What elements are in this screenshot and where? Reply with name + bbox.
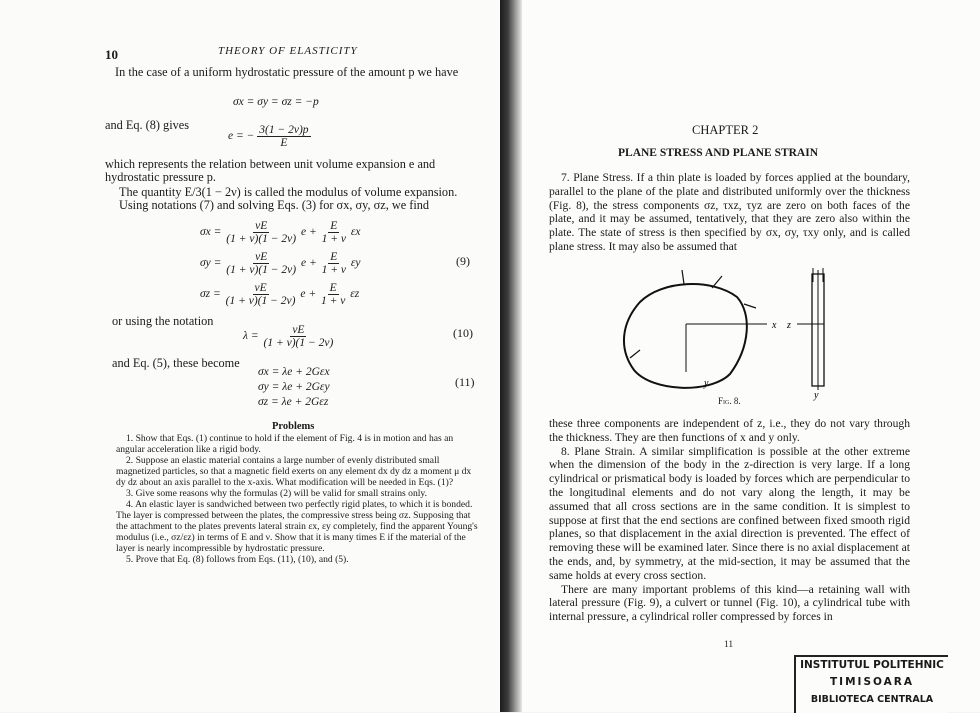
eq9-frac2-num: E: [329, 282, 337, 294]
eq11-line-y: σy = λe + 2Gεy: [258, 381, 330, 393]
modulus-text: The quantity E/3(1 − 2ν) is called the modulus of volume expansion.: [119, 185, 458, 199]
para-problems-kind: There are many important problems of this kind—a retaining wall with lateral pressure (Fig. 9), a culvert or tunnel (Fig. 10), a cylindrical tube with internal pressure, a cylindrical roller compressed by forces in: [549, 582, 910, 624]
eq8-fraction: [257, 124, 310, 149]
chapter-title: PLANE STRESS AND PLANE STRAIN: [618, 147, 819, 159]
chapter-number: CHAPTER 2: [692, 123, 759, 137]
eq9-eps-y: εy: [350, 257, 361, 270]
stamp-line-2: TIMISOARA: [830, 676, 914, 688]
para-plane-stress-text: 7. Plane Stress. If a thin plate is loaded by forces applied at the boundary, parallel to the plane of the plate and distributed uniformly over the thickness (Fig. 8), the stress components σz, τxz, τyz are zero on both faces of the plate, and it may be assumed, tentatively, that they are zero also within the plate. The state of stress is then specified by σx, σy, τxy only, and is called plane stress. It may also be assumed that: [549, 171, 910, 253]
eq9-frac2-den: 1 + ν: [321, 264, 346, 276]
fig-label-y-left: y: [704, 378, 709, 389]
page-number-left: 10: [105, 47, 118, 62]
eq8-denominator: E: [280, 137, 288, 149]
library-stamp: [794, 655, 948, 713]
notation-text: Using notations (7) and solving Eqs. (3) for σx, σy, σz, we find: [119, 198, 430, 212]
eq9-lhs-z: σz =: [200, 288, 221, 301]
eq9-frac1-den: (1 + ν)(1 − 2ν): [225, 295, 296, 307]
para-plane-strain: 8. Plane Strain. A similar simplification is possible at the other extreme when the dimension of the body in the z-direction is very large. If a long cylindrical or prismatical body is loaded by forces which are perpendicular to the longitudinal elements and do not vary along the length, it may be assumed that all cross sections are in the same condition. It is simplest to suppose at first that the end sections are confined between fixed smooth rigid planes, so that displacement in the axial direction is prevented. The effect of removing these will be examined later. Since there is no axial displacement at the ends, and, by symmetry, at the mid-section, it may be assumed that the same holds at every cross section.: [549, 444, 910, 582]
eq9-mid: e +: [300, 288, 317, 301]
eq9-frac1-den: (1 + ν)(1 − 2ν): [226, 264, 297, 276]
plate-outline: [624, 284, 747, 388]
eq11-line-z: σz = λe + 2Gεz: [258, 396, 329, 408]
problems-title: Problems: [272, 421, 315, 432]
eq9-mid: e +: [300, 226, 317, 239]
problem-item: 4. An elastic layer is sandwiched between two perfectly rigid plates, to which it is bonded. The layer is compressed between the plates, the compressive stress being σz. Supposing that the attachment to the plates prevents lateral strain εx, εy completely, find the apparent Young's modulus (i.e., σz/εz) in terms of E and ν. Show that it is many times E if the material of the layer is nearly incompressible by hydrostatic pressure.: [116, 499, 478, 554]
eq8-expression: [228, 124, 311, 149]
eq9-line-z: [200, 282, 359, 307]
eq10-lhs: λ =: [243, 330, 259, 343]
fig-label-x: x: [772, 320, 777, 331]
notation2-text: or using the notation: [112, 314, 214, 328]
force-arrow-topright: [712, 276, 722, 288]
problems-list: [116, 433, 482, 565]
eq9-frac2-den: 1 + ν: [321, 233, 346, 245]
eq11-label: (11): [455, 375, 475, 389]
relation-text: which represents the relation between unit volume expansion e and hydrostatic pressure p.: [105, 157, 436, 185]
eq10-den: (1 + ν)(1 − 2ν): [263, 337, 334, 349]
problem-item: 1. Show that Eqs. (1) continue to hold if the element of Fig. 4 is in motion and has an angular acceleration like a rigid body.: [116, 433, 454, 455]
eq9-frac2-den: 1 + ν: [320, 295, 346, 307]
eq8-intro: and Eq. (8) gives: [105, 118, 190, 132]
eq8-numerator: 3(1 − 2ν)p: [259, 124, 309, 136]
eq9-label: (9): [456, 254, 470, 268]
para-independent: these three components are independent of z, i.e., they do not vary through the thickness. They are then functions of x and y only.: [549, 417, 910, 444]
eq9-frac1-den: (1 + ν)(1 − 2ν): [226, 233, 297, 245]
eq9-line-y: [200, 251, 361, 276]
book-gutter: [500, 0, 522, 712]
intro-text: In the case of a uniform hydrostatic pressure of the amount p we have: [115, 65, 459, 79]
eq9-line-x: [200, 220, 361, 245]
figure-8-diagram: [612, 262, 842, 402]
stamp-line-3: BIBLIOTECA CENTRALA: [810, 694, 934, 705]
para-block: [549, 417, 910, 624]
eq8-lhs: e = −: [228, 130, 255, 143]
eq9-frac2-num: E: [330, 220, 338, 232]
force-arrow-left: [630, 350, 640, 358]
eq9-eps-x: εx: [350, 226, 361, 239]
problem-item: 5. Prove that Eq. (8) follows from Eqs. (11), (10), and (5).: [126, 554, 349, 565]
hydrostatic-equation: σx = σy = σz = −p: [233, 96, 319, 108]
eq9-eps-z: εz: [350, 288, 360, 301]
page-number-right: 11: [724, 640, 734, 650]
eq10-label: (10): [453, 326, 473, 340]
fig-label-z: z: [787, 320, 791, 331]
eq9-frac1-num: νE: [255, 251, 268, 263]
eq9-lhs-x: σx =: [200, 226, 222, 239]
eq9-frac1-num: νE: [254, 282, 267, 294]
figure-8-caption: Fig. 8.: [718, 396, 741, 406]
eq10-num: νE: [292, 324, 305, 336]
force-arrow-right: [744, 304, 756, 308]
fig-label-y-right: y: [814, 390, 819, 401]
right-page: [522, 0, 980, 712]
running-head: THEORY OF ELASTICITY: [218, 45, 358, 57]
eq11-line-x: σx = λe + 2Gεx: [258, 366, 330, 378]
eq11-block: [258, 365, 330, 410]
para-plane-stress: [549, 171, 910, 254]
problem-item: 2. Suppose an elastic material contains a large number of evenly distributed small magnetized particles, so that a magnetic field exerts on any element dx dy dz a moment μ dx dy dz about an axis parallel to the x-axis. What modification will be needed in Eqs. (1)?: [116, 455, 472, 488]
eq9-frac1-num: νE: [255, 220, 268, 232]
eq9-mid: e +: [300, 257, 317, 270]
force-arrow-top: [682, 270, 684, 284]
eq9-frac2-num: E: [330, 251, 338, 263]
problem-item: 3. Give some reasons why the formulas (2) will be valid for small strains only.: [126, 488, 427, 499]
eq10-expression: [243, 324, 335, 349]
stamp-line-1: INSTITUTUL POLITEHNIC: [800, 659, 944, 671]
eq5-intro: and Eq. (5), these become: [112, 356, 240, 370]
eq9-lhs-y: σy =: [200, 257, 222, 270]
